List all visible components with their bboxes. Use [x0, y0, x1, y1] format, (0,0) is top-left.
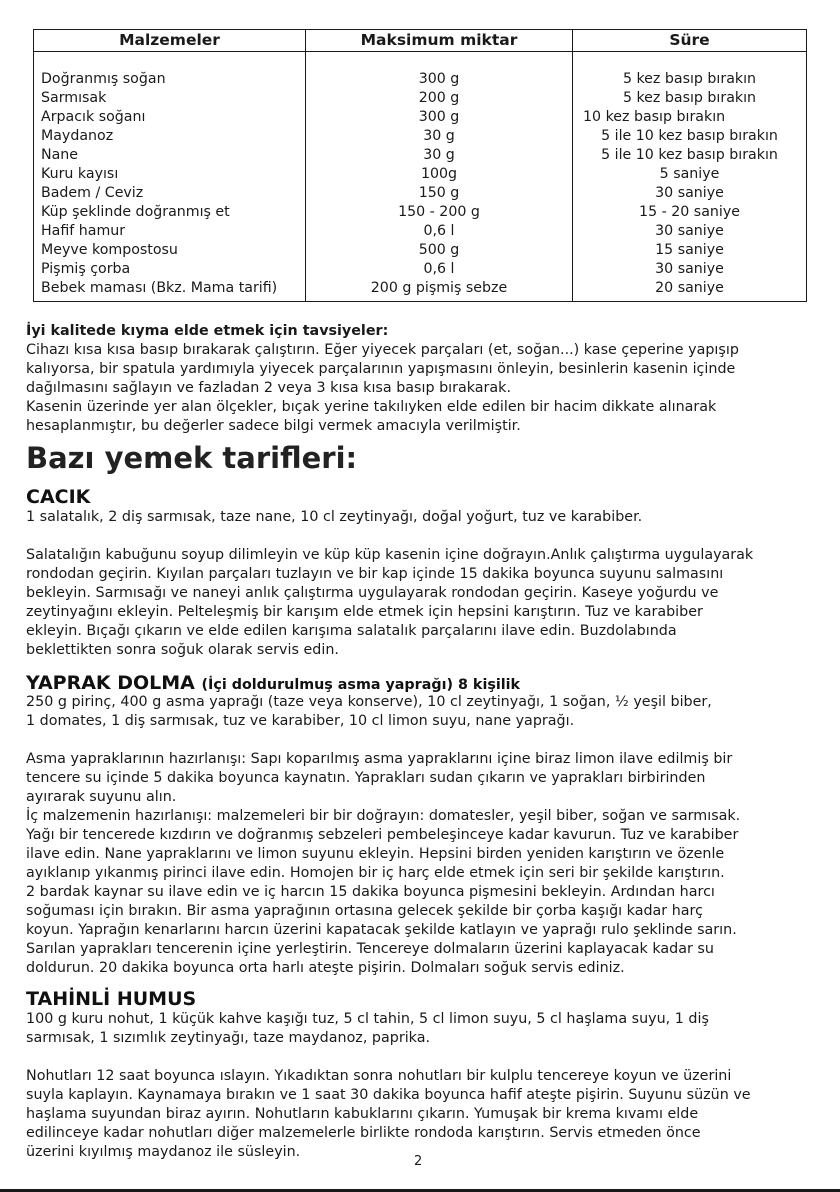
table-row	[34, 279, 807, 302]
table-row	[34, 108, 807, 127]
cell-time: 30 saniye	[573, 260, 807, 279]
cell-item: Sarmısak	[34, 89, 306, 108]
text-line: edilinceye kadar nohutları diğer malzemelerle birlikte rondoda karıştırın. Servis etmeden önce	[26, 1125, 701, 1141]
tips-block	[26, 322, 818, 436]
text-line: zeytinyağını ekleyin. Pelteleşmiş bir karışım elde etmek için hepsini karıştırın. Tuz ve karabiber	[26, 604, 703, 620]
cell-item: Maydanoz	[34, 127, 306, 146]
table-row	[34, 222, 807, 241]
text-line: ekleyin. Bıçağı çıkarın ve elde edilen karışıma salatalık parçalarını ilave edin. Buzdolabında	[26, 623, 677, 639]
text-line: sarmısak, 1 sızımlık zeytinyağı, taze maydanoz, paprika.	[26, 1030, 430, 1046]
table-row	[34, 146, 807, 165]
dolma-ingredients	[26, 693, 818, 731]
cacik-ingredients	[26, 508, 818, 527]
text-line: soğuması için bırakın. Bir asma yaprağının ortasına gelecek şekilde bir çorba kaşığı kadar harç	[26, 903, 703, 919]
text-line: dağılmasını sağlayın ve fazladan 2 veya 3 kısa kısa basıp bırakarak.	[26, 380, 512, 396]
cell-item: Pişmiş çorba	[34, 260, 306, 279]
text-line: ayıklanıp yıkanmış pirinci ilave edin. Homojen bir iç harç elde etmek için seri bir şekilde karıştırın.	[26, 865, 725, 881]
table-row	[34, 89, 807, 108]
text-line: Yağı bir tencerede kızdırın ve doğranmış sebzeleri pembeleşinceye kadar kavurun. Tuz ve karabiber	[26, 827, 739, 843]
text-line: Nohutları 12 saat boyunca ıslayın. Yıkadıktan sonra nohutları bir kulplu tencereye koyun ve üzerini	[26, 1068, 732, 1084]
humus-instructions	[26, 1067, 818, 1162]
header-ingredients: Malzemeler	[34, 30, 306, 52]
cell-time: 5 ile 10 kez basıp bırakın	[573, 146, 807, 165]
cell-amount: 150 - 200 g	[306, 203, 573, 222]
table-header-row	[34, 30, 807, 52]
text-line: üzerini kıyılmış maydanoz ile süsleyin.	[26, 1144, 301, 1160]
dolma-filling-prep	[26, 807, 818, 978]
table-row	[34, 127, 807, 146]
humus-title: TAHİNLİ HUMUS	[26, 988, 197, 1010]
header-duration: Süre	[573, 30, 807, 52]
cell-time: 30 saniye	[573, 222, 807, 241]
cell-time: 15 - 20 saniye	[573, 203, 807, 222]
text-line: rondodan geçirin. Kıyılan parçaları tuzlayın ve bir kap içinde 15 dakika boyunca suyunu salmasını	[26, 566, 724, 582]
cell-amount: 30 g	[306, 146, 573, 165]
text-line: Cihazı kısa kısa basıp bırakarak çalıştırın. Eğer yiyecek parçaları (et, soğan...) kase çeperine yapışıp	[26, 342, 739, 358]
cell-amount: 300 g	[306, 108, 573, 127]
text-line: kalıyorsa, bir spatula yardımıyla yiyecek parçalarının yapışmasını önleyin, besinlerin kasenin içinde	[26, 361, 736, 377]
cell-time: 30 saniye	[573, 184, 807, 203]
cell-amount: 100g	[306, 165, 573, 184]
text-line: tencere su içinde 5 dakika boyunca kaynatın. Yaprakları sudan çıkarın ve yaprakları birbirinden	[26, 770, 706, 786]
table-row	[34, 241, 807, 260]
cell-amount: 150 g	[306, 184, 573, 203]
text-line: doldurun. 20 dakika boyunca orta harlı ateşte pişirin. Dolmaları soğuk servis ediniz.	[26, 960, 625, 976]
text-line: Asma yapraklarının hazırlanışı: Sapı koparılmış asma yapraklarını içine biraz limon ilave edilmiş bir	[26, 751, 733, 767]
cell-amount: 200 g	[306, 89, 573, 108]
cell-item: Bebek maması (Bkz. Mama tarifi)	[34, 279, 306, 302]
cell-item: Nane	[34, 146, 306, 165]
quantity-table	[33, 29, 807, 302]
cacik-instructions	[26, 546, 818, 660]
cell-time: 15 saniye	[573, 241, 807, 260]
tips-title: İyi kalitede kıyma elde etmek için tavsiyeler:	[26, 323, 389, 339]
cell-time: 5 ile 10 kez basıp bırakın	[573, 127, 807, 146]
humus-ingredients	[26, 1010, 818, 1048]
text-line: beklettikten sonra soğuk olarak servis edin.	[26, 642, 339, 658]
dolma-title-main: YAPRAK DOLMA	[26, 672, 195, 694]
text-line: ayırarak suyunu alın.	[26, 789, 177, 805]
dolma-subtitle: (İçi doldurulmuş asma yaprağı) 8 kişilik	[201, 677, 521, 693]
text-line: 2 bardak kaynar su ilave edin ve iç harcın 15 dakika boyunca pişmesini bekleyin. Ardından harcı	[26, 884, 715, 900]
text-line: Kasenin üzerinde yer alan ölçekler, bıçak yerine takılıyken elde edilen bir hacim dikkate alınarak	[26, 399, 717, 415]
text-line: 100 g kuru nohut, 1 küçük kahve kaşığı tuz, 5 cl tahin, 5 cl limon suyu, 5 cl haşlama suyu, 1 diş	[26, 1011, 709, 1027]
cell-item: Meyve kompostosu	[34, 241, 306, 260]
table-row	[34, 165, 807, 184]
text-line: Sarılan yaprakları tencerenin içine yerleştirin. Tencereye dolmaların üzerini kaplayacak kadar su	[26, 941, 714, 957]
text-line: haşlama suyundan biraz ayırın. Nohutların kabuklarını çıkarın. Yumuşak bir krema kıvamı elde	[26, 1106, 699, 1122]
cell-time: 5 kez basıp bırakın	[573, 52, 807, 90]
text-line: bekleyin. Sarmısağı ve naneyi anlık çalıştırma uygulayarak rondodan geçirin. Kaseye yoğurdu ve	[26, 585, 719, 601]
cell-time: 10 kez basıp bırakın	[573, 108, 807, 127]
text-line: 250 g pirinç, 400 g asma yaprağı (taze veya konserve), 10 cl zeytinyağı, 1 soğan, ½ yeşil biber,	[26, 694, 712, 710]
dolma-leaf-prep	[26, 750, 818, 807]
table-row	[34, 184, 807, 203]
cell-item: Doğranmış soğan	[34, 52, 306, 90]
header-max-amount: Maksimum miktar	[306, 30, 573, 52]
cell-item: Küp şeklinde doğranmış et	[34, 203, 306, 222]
recipes-title: Bazı yemek tarifleri:	[26, 441, 358, 475]
text-line: Salatalığın kabuğunu soyup dilimleyin ve küp küp kasenin içine doğrayın.Anlık çalıştırma uygulayarak	[26, 547, 754, 563]
cell-time: 20 saniye	[573, 279, 807, 302]
cell-time: 5 saniye	[573, 165, 807, 184]
text-line: 1 domates, 1 diş sarmısak, tuz ve karabiber, 10 cl limon suyu, nane yaprağı.	[26, 713, 575, 729]
text-line: ilave edin. Nane yapraklarını ve limon suyunu ekleyin. Hepsini birden yeniden karıştırın ve özenle	[26, 846, 725, 862]
cell-item: Kuru kayısı	[34, 165, 306, 184]
text-line: 1 salatalık, 2 diş sarmısak, taze nane, 10 cl zeytinyağı, doğal yoğurt, tuz ve karabiber.	[26, 509, 643, 525]
cell-amount: 300 g	[306, 52, 573, 90]
text-line: hesaplanmıştır, bu değerler sadece bilgi vermek amacıyla verilmiştir.	[26, 418, 521, 434]
cell-amount: 500 g	[306, 241, 573, 260]
cell-amount: 200 g pişmiş sebze	[306, 279, 573, 302]
cell-item: Hafif hamur	[34, 222, 306, 241]
text-line: koyun. Yaprağın kenarlarını harcın üzerini kapatacak şekilde katlayın ve yaprağı rulo şeklinde sarın.	[26, 922, 737, 938]
cell-item: Arpacık soğanı	[34, 108, 306, 127]
text-line: İç malzemenin hazırlanışı: malzemeleri bir bir doğrayın: domatesler, yeşil biber, soğan ve sarmısak.	[26, 808, 741, 824]
text-line: suyla kaplayın. Kaynamaya bırakın ve 1 saat 30 dakika boyunca hafif ateşte pişirin. Suyunu süzün ve	[26, 1087, 751, 1103]
cell-time: 5 kez basıp bırakın	[573, 89, 807, 108]
cacik-title: CACIK	[26, 486, 91, 508]
table-row	[34, 203, 807, 222]
cell-amount: 0,6 l	[306, 260, 573, 279]
table-row	[34, 52, 807, 90]
page-number: 2	[414, 1154, 423, 1169]
cell-amount: 30 g	[306, 127, 573, 146]
table-row	[34, 260, 807, 279]
cell-item: Badem / Ceviz	[34, 184, 306, 203]
cell-amount: 0,6 l	[306, 222, 573, 241]
